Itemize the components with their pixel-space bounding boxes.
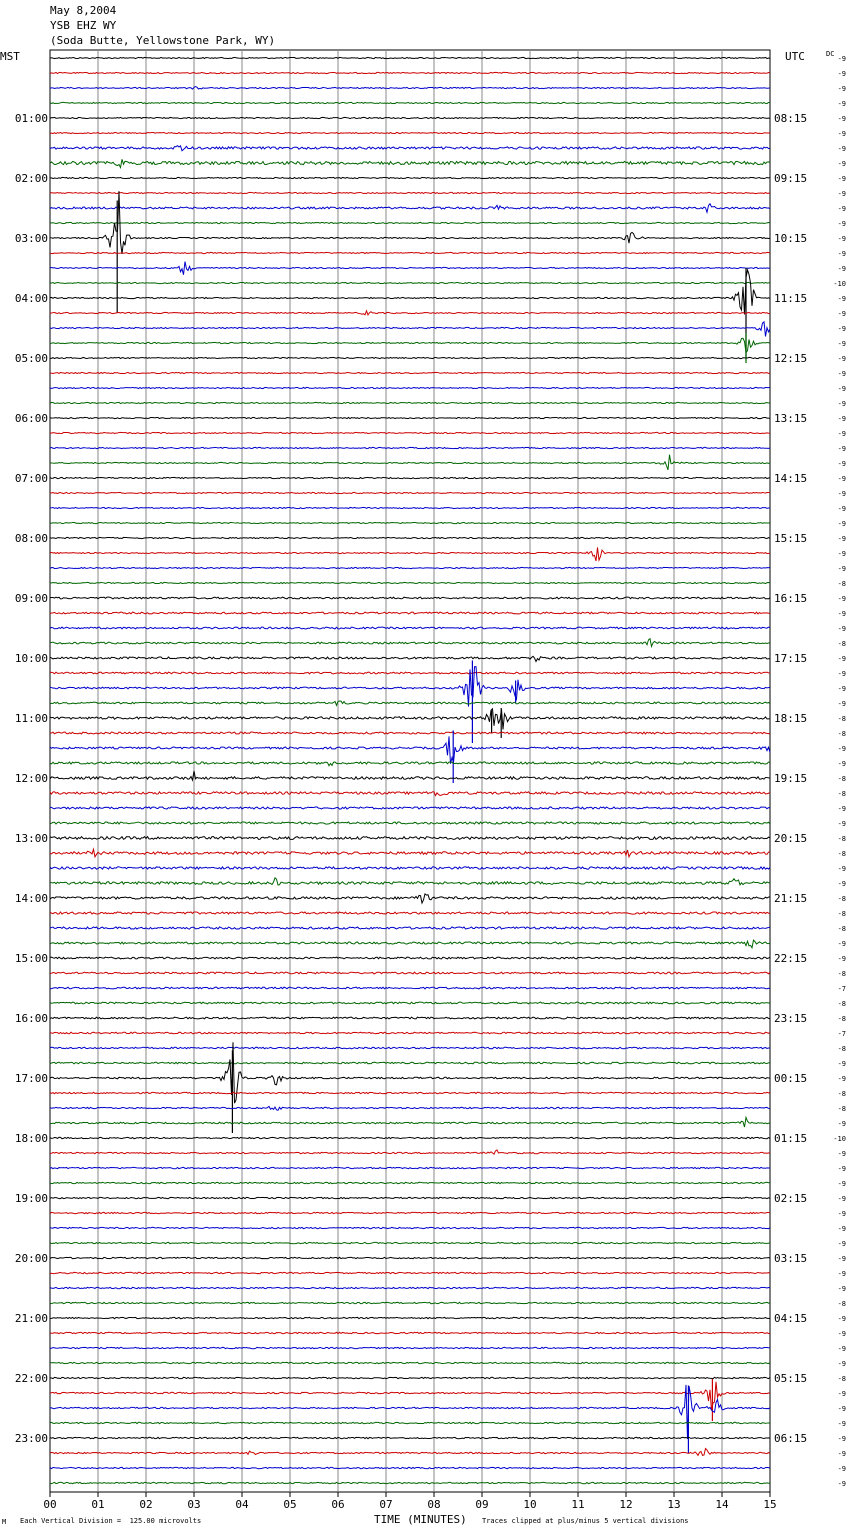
seismic-trace bbox=[50, 837, 770, 840]
dc-offset-label: -9 bbox=[837, 1435, 846, 1443]
seismic-trace bbox=[50, 807, 770, 809]
dc-offset-label: -9 bbox=[837, 745, 846, 753]
dc-offset-label: -8 bbox=[837, 1300, 846, 1308]
seismic-trace bbox=[50, 1062, 770, 1064]
utc-hour-label: 21:15 bbox=[774, 892, 808, 905]
seismic-trace bbox=[50, 522, 770, 523]
seismic-trace bbox=[50, 656, 770, 661]
seismic-trace bbox=[50, 792, 770, 796]
seismic-trace bbox=[50, 672, 770, 674]
utc-hour-label: 23:15 bbox=[774, 1012, 808, 1025]
utc-hour-label: 05:15 bbox=[774, 1372, 808, 1385]
x-tick-label: 02 bbox=[139, 1498, 153, 1511]
seismic-trace bbox=[50, 547, 770, 561]
dc-offset-label: -9 bbox=[837, 220, 846, 228]
dc-offset-label: -9 bbox=[837, 1240, 846, 1248]
dc-offset-label: -9 bbox=[837, 100, 846, 108]
x-tick-label: 13 bbox=[667, 1498, 681, 1511]
utc-hour-label: 03:15 bbox=[774, 1252, 808, 1265]
seismic-trace bbox=[50, 867, 770, 869]
seismic-trace bbox=[50, 477, 770, 478]
dc-offset-label: -8 bbox=[837, 925, 846, 933]
seismic-trace bbox=[50, 1437, 770, 1438]
utc-hour-label: 12:15 bbox=[774, 352, 808, 365]
dc-offset-label: -9 bbox=[837, 670, 846, 678]
utc-hour-label: 17:15 bbox=[774, 652, 808, 665]
dc-offset-label: -7 bbox=[837, 1030, 846, 1038]
seismic-trace bbox=[50, 117, 770, 118]
seismic-trace bbox=[50, 1117, 770, 1127]
dc-offset-label: -9 bbox=[837, 1120, 846, 1128]
mst-hour-label: 05:00 bbox=[14, 352, 48, 365]
dc-offset-label: -9 bbox=[837, 145, 846, 153]
dc-offset-label: -9 bbox=[837, 505, 846, 513]
seismic-trace bbox=[50, 1092, 770, 1093]
dc-offset-label: -9 bbox=[837, 1450, 846, 1458]
dc-offset-label: -9 bbox=[837, 1180, 846, 1188]
seismic-trace bbox=[50, 1332, 770, 1333]
seismic-trace bbox=[50, 1362, 770, 1363]
seismic-trace bbox=[50, 1106, 770, 1110]
right-axis-label: UTC bbox=[785, 50, 805, 63]
dc-offset-label: -9 bbox=[837, 1480, 846, 1488]
seismic-trace bbox=[50, 849, 770, 857]
seismic-trace bbox=[50, 1302, 770, 1303]
dc-offset-label: -9 bbox=[837, 535, 846, 543]
mst-hour-label: 21:00 bbox=[14, 1312, 48, 1325]
mst-hour-label: 23:00 bbox=[14, 1432, 48, 1445]
dc-offset-label: -9 bbox=[837, 415, 846, 423]
dc-offset-label: -9 bbox=[837, 520, 846, 528]
dc-offset-label: -8 bbox=[837, 1375, 846, 1383]
seismic-trace bbox=[50, 1002, 770, 1004]
dc-offset-label: -9 bbox=[837, 475, 846, 483]
dc-offset-label: -9 bbox=[837, 595, 846, 603]
dc-offset-label: -9 bbox=[837, 625, 846, 633]
seismic-trace bbox=[50, 322, 770, 337]
seismic-trace bbox=[50, 1137, 770, 1138]
seismic-trace bbox=[50, 736, 770, 763]
seismic-trace bbox=[50, 204, 770, 213]
utc-hour-label: 09:15 bbox=[774, 172, 808, 185]
dc-offset-label: -9 bbox=[837, 1225, 846, 1233]
dc-offset-label: -9 bbox=[837, 85, 846, 93]
x-tick-label: 11 bbox=[571, 1498, 585, 1511]
dc-offset-label: -9 bbox=[837, 265, 846, 273]
dc-offset-label: -9 bbox=[837, 1210, 846, 1218]
seismic-trace bbox=[50, 57, 770, 58]
utc-hour-label: 16:15 bbox=[774, 592, 808, 605]
dc-label: DC bbox=[826, 50, 835, 58]
seismic-trace bbox=[50, 507, 770, 508]
seismic-trace bbox=[50, 1167, 770, 1168]
mst-hour-label: 20:00 bbox=[14, 1252, 48, 1265]
seismic-trace bbox=[50, 1377, 770, 1378]
seismic-trace bbox=[50, 582, 770, 583]
dc-offset-label: -9 bbox=[837, 445, 846, 453]
dc-offset-label: -9 bbox=[837, 955, 846, 963]
dc-offset-label: -9 bbox=[837, 1390, 846, 1398]
dc-offset-label: -9 bbox=[837, 175, 846, 183]
seismic-trace bbox=[50, 537, 770, 538]
dc-offset-label: -9 bbox=[837, 310, 846, 318]
seismic-trace bbox=[50, 1197, 770, 1198]
dc-offset-label: -9 bbox=[837, 685, 846, 693]
mst-hour-label: 16:00 bbox=[14, 1012, 48, 1025]
seismic-trace bbox=[50, 387, 770, 388]
seismic-trace bbox=[50, 146, 770, 151]
x-tick-label: 10 bbox=[523, 1498, 537, 1511]
dc-offset-label: -9 bbox=[837, 940, 846, 948]
dc-offset-label: -8 bbox=[837, 835, 846, 843]
dc-offset-label: -8 bbox=[837, 640, 846, 648]
utc-hour-label: 00:15 bbox=[774, 1072, 808, 1085]
mst-hour-label: 07:00 bbox=[14, 472, 48, 485]
utc-hour-label: 02:15 bbox=[774, 1192, 808, 1205]
dc-offset-label: -9 bbox=[837, 820, 846, 828]
dc-offset-label: -9 bbox=[837, 250, 846, 258]
seismic-trace bbox=[50, 1150, 770, 1154]
x-tick-label: 14 bbox=[715, 1498, 729, 1511]
dc-offset-label: -9 bbox=[837, 355, 846, 363]
seismic-trace bbox=[50, 1467, 770, 1468]
seismic-trace bbox=[50, 72, 770, 73]
seismic-trace bbox=[50, 1317, 770, 1318]
utc-hour-label: 19:15 bbox=[774, 772, 808, 785]
x-tick-label: 00 bbox=[43, 1498, 57, 1511]
x-tick-label: 05 bbox=[283, 1498, 297, 1511]
seismic-trace bbox=[50, 1242, 770, 1243]
seismic-trace bbox=[50, 987, 770, 989]
x-tick-label: 15 bbox=[763, 1498, 777, 1511]
dc-offset-label: -10 bbox=[833, 280, 846, 288]
seismic-trace bbox=[50, 159, 770, 167]
x-tick-label: 06 bbox=[331, 1498, 345, 1511]
seismic-trace bbox=[50, 1272, 770, 1273]
dc-offset-label: -9 bbox=[837, 400, 846, 408]
seismic-trace bbox=[50, 455, 770, 470]
dc-offset-label: -8 bbox=[837, 1015, 846, 1023]
mst-hour-label: 19:00 bbox=[14, 1192, 48, 1205]
dc-offset-label: -9 bbox=[837, 700, 846, 708]
seismic-trace bbox=[50, 252, 770, 253]
dc-offset-label: -9 bbox=[837, 1270, 846, 1278]
dc-offset-label: -8 bbox=[837, 730, 846, 738]
dc-offset-label: -9 bbox=[837, 760, 846, 768]
dc-offset-label: -9 bbox=[837, 565, 846, 573]
plot-frame bbox=[50, 50, 770, 1492]
x-tick-label: 04 bbox=[235, 1498, 249, 1511]
dc-offset-label: -9 bbox=[837, 55, 846, 63]
seismic-trace bbox=[50, 972, 770, 974]
dc-offset-label: -9 bbox=[837, 160, 846, 168]
seismic-trace bbox=[50, 567, 770, 568]
seismic-trace bbox=[50, 1257, 770, 1258]
dc-offset-label: -9 bbox=[837, 130, 846, 138]
dc-offset-label: -8 bbox=[837, 850, 846, 858]
dc-offset-label: -8 bbox=[837, 580, 846, 588]
seismic-trace bbox=[50, 1182, 770, 1183]
x-tick-label: 03 bbox=[187, 1498, 201, 1511]
seismic-trace bbox=[50, 822, 770, 824]
dc-offset-label: -9 bbox=[837, 1405, 846, 1413]
dc-offset-label: -9 bbox=[837, 205, 846, 213]
dc-offset-label: -9 bbox=[837, 1195, 846, 1203]
seismic-trace bbox=[50, 311, 770, 315]
seismic-trace bbox=[50, 492, 770, 493]
dc-offset-label: -9 bbox=[837, 325, 846, 333]
seismic-trace bbox=[50, 87, 770, 90]
dc-offset-label: -8 bbox=[837, 1105, 846, 1113]
utc-hour-label: 15:15 bbox=[774, 532, 808, 545]
dc-offset-label: -9 bbox=[837, 865, 846, 873]
seismic-trace bbox=[50, 372, 770, 373]
seismic-trace bbox=[50, 957, 770, 959]
dc-offset-label: -9 bbox=[837, 655, 846, 663]
utc-hour-label: 20:15 bbox=[774, 832, 808, 845]
dc-offset-label: -9 bbox=[837, 1345, 846, 1353]
seismic-trace bbox=[50, 1212, 770, 1213]
dc-offset-label: -9 bbox=[837, 430, 846, 438]
chart-date: May 8,2004 bbox=[50, 4, 117, 17]
seismic-trace bbox=[50, 1422, 770, 1423]
seismic-trace bbox=[50, 762, 770, 766]
dc-offset-label: -9 bbox=[837, 1165, 846, 1173]
seismic-trace bbox=[50, 1017, 770, 1019]
seismic-trace bbox=[50, 597, 770, 599]
dc-offset-label: -9 bbox=[837, 805, 846, 813]
dc-offset-label: -9 bbox=[837, 1075, 846, 1083]
seismic-trace bbox=[50, 639, 770, 647]
mst-hour-label: 17:00 bbox=[14, 1072, 48, 1085]
x-tick-label: 07 bbox=[379, 1498, 393, 1511]
dc-offset-label: -9 bbox=[837, 1420, 846, 1428]
mst-hour-label: 01:00 bbox=[14, 112, 48, 125]
seismic-trace bbox=[50, 1449, 770, 1456]
dc-offset-label: -8 bbox=[837, 715, 846, 723]
seismic-trace bbox=[50, 1482, 770, 1483]
mst-hour-label: 10:00 bbox=[14, 652, 48, 665]
utc-hour-label: 08:15 bbox=[774, 112, 808, 125]
seismic-trace bbox=[50, 1287, 770, 1288]
mst-hour-label: 13:00 bbox=[14, 832, 48, 845]
seismic-trace bbox=[50, 192, 770, 193]
dc-offset-label: -8 bbox=[837, 790, 846, 798]
seismic-trace bbox=[50, 1382, 770, 1411]
corner-mark: M bbox=[2, 1518, 7, 1526]
utc-hour-label: 04:15 bbox=[774, 1312, 808, 1325]
utc-hour-label: 18:15 bbox=[774, 712, 808, 725]
x-tick-label: 12 bbox=[619, 1498, 633, 1511]
seismic-trace bbox=[50, 222, 770, 223]
seismic-trace bbox=[50, 432, 770, 433]
seismic-trace bbox=[50, 102, 770, 103]
mst-hour-label: 02:00 bbox=[14, 172, 48, 185]
dc-offset-label: -9 bbox=[837, 550, 846, 558]
seismic-trace bbox=[50, 927, 770, 929]
seismic-trace bbox=[50, 1047, 770, 1049]
dc-offset-label: -8 bbox=[837, 1090, 846, 1098]
seismic-trace bbox=[50, 612, 770, 614]
dc-offset-label: -9 bbox=[837, 340, 846, 348]
dc-offset-label: -9 bbox=[837, 1150, 846, 1158]
seismic-trace bbox=[50, 771, 770, 780]
seismic-trace bbox=[50, 912, 770, 914]
mst-hour-label: 04:00 bbox=[14, 292, 48, 305]
dc-offset-label: -9 bbox=[837, 460, 846, 468]
dc-offset-label: -8 bbox=[837, 910, 846, 918]
seismic-trace bbox=[50, 1347, 770, 1348]
seismic-trace bbox=[50, 417, 770, 418]
utc-hour-label: 01:15 bbox=[774, 1132, 808, 1145]
mst-hour-label: 08:00 bbox=[14, 532, 48, 545]
seismic-trace bbox=[50, 338, 770, 352]
mst-hour-label: 11:00 bbox=[14, 712, 48, 725]
dc-offset-label: -8 bbox=[837, 1045, 846, 1053]
x-tick-label: 09 bbox=[475, 1498, 489, 1511]
dc-offset-label: -9 bbox=[837, 1330, 846, 1338]
dc-offset-label: -8 bbox=[837, 895, 846, 903]
mst-hour-label: 03:00 bbox=[14, 232, 48, 245]
mst-hour-label: 18:00 bbox=[14, 1132, 48, 1145]
dc-offset-label: -9 bbox=[837, 295, 846, 303]
mst-hour-label: 12:00 bbox=[14, 772, 48, 785]
dc-offset-label: -9 bbox=[837, 370, 846, 378]
seismic-trace bbox=[50, 878, 770, 885]
seismic-trace bbox=[50, 262, 770, 275]
clip-note: Traces clipped at plus/minus 5 vertical divisions bbox=[482, 1517, 689, 1525]
dc-offset-label: -9 bbox=[837, 1060, 846, 1068]
dc-offset-label: -8 bbox=[837, 775, 846, 783]
dc-offset-label: -7 bbox=[837, 985, 846, 993]
utc-hour-label: 13:15 bbox=[774, 412, 808, 425]
dc-offset-label: -9 bbox=[837, 610, 846, 618]
seismic-trace bbox=[50, 940, 770, 948]
dc-offset-label: -9 bbox=[837, 70, 846, 78]
x-tick-label: 08 bbox=[427, 1498, 441, 1511]
utc-hour-label: 10:15 bbox=[774, 232, 808, 245]
x-tick-label: 01 bbox=[91, 1498, 105, 1511]
mst-hour-label: 22:00 bbox=[14, 1372, 48, 1385]
seismic-trace bbox=[50, 132, 770, 133]
station-location: (Soda Butte, Yellowstone Park, WY) bbox=[50, 34, 276, 47]
utc-hour-label: 14:15 bbox=[774, 472, 808, 485]
seismic-trace bbox=[50, 270, 770, 315]
utc-hour-label: 11:15 bbox=[774, 292, 808, 305]
dc-offset-label: -9 bbox=[837, 1315, 846, 1323]
dc-offset-label: -9 bbox=[837, 235, 846, 243]
utc-hour-label: 06:15 bbox=[774, 1432, 808, 1445]
mst-hour-label: 15:00 bbox=[14, 952, 48, 965]
seismic-trace bbox=[50, 177, 770, 178]
seismic-trace bbox=[50, 402, 770, 403]
dc-offset-label: -10 bbox=[833, 1135, 846, 1143]
seismic-trace bbox=[50, 357, 770, 358]
seismic-trace bbox=[50, 894, 770, 903]
station-name: YSB EHZ WY bbox=[50, 19, 117, 32]
dc-offset-label: -9 bbox=[837, 115, 846, 123]
x-axis-label: TIME (MINUTES) bbox=[374, 1513, 467, 1526]
utc-hour-label: 22:15 bbox=[774, 952, 808, 965]
mst-hour-label: 14:00 bbox=[14, 892, 48, 905]
seismic-trace bbox=[50, 282, 770, 283]
seismic-trace bbox=[50, 701, 770, 705]
seismic-trace bbox=[50, 1227, 770, 1228]
seismic-trace bbox=[50, 709, 770, 730]
mst-hour-label: 06:00 bbox=[14, 412, 48, 425]
dc-offset-label: -9 bbox=[837, 1360, 846, 1368]
seismic-trace bbox=[50, 447, 770, 448]
dc-offset-label: -9 bbox=[837, 385, 846, 393]
dc-offset-label: -9 bbox=[837, 1465, 846, 1473]
dc-offset-label: -8 bbox=[837, 1000, 846, 1008]
seismic-trace bbox=[50, 732, 770, 734]
mst-hour-label: 09:00 bbox=[14, 592, 48, 605]
seismic-trace bbox=[50, 1042, 770, 1103]
dc-offset-label: -9 bbox=[837, 1285, 846, 1293]
seismic-trace bbox=[50, 627, 770, 629]
dc-offset-label: -9 bbox=[837, 490, 846, 498]
seismic-trace bbox=[50, 1032, 770, 1034]
dc-offset-label: -8 bbox=[837, 970, 846, 978]
dc-offset-label: -9 bbox=[837, 880, 846, 888]
left-axis-label: MST bbox=[0, 50, 20, 63]
scale-note: Each Vertical Division = 125.00 microvolts bbox=[20, 1517, 202, 1525]
dc-offset-label: -9 bbox=[837, 1255, 846, 1263]
dc-offset-label: -9 bbox=[837, 190, 846, 198]
